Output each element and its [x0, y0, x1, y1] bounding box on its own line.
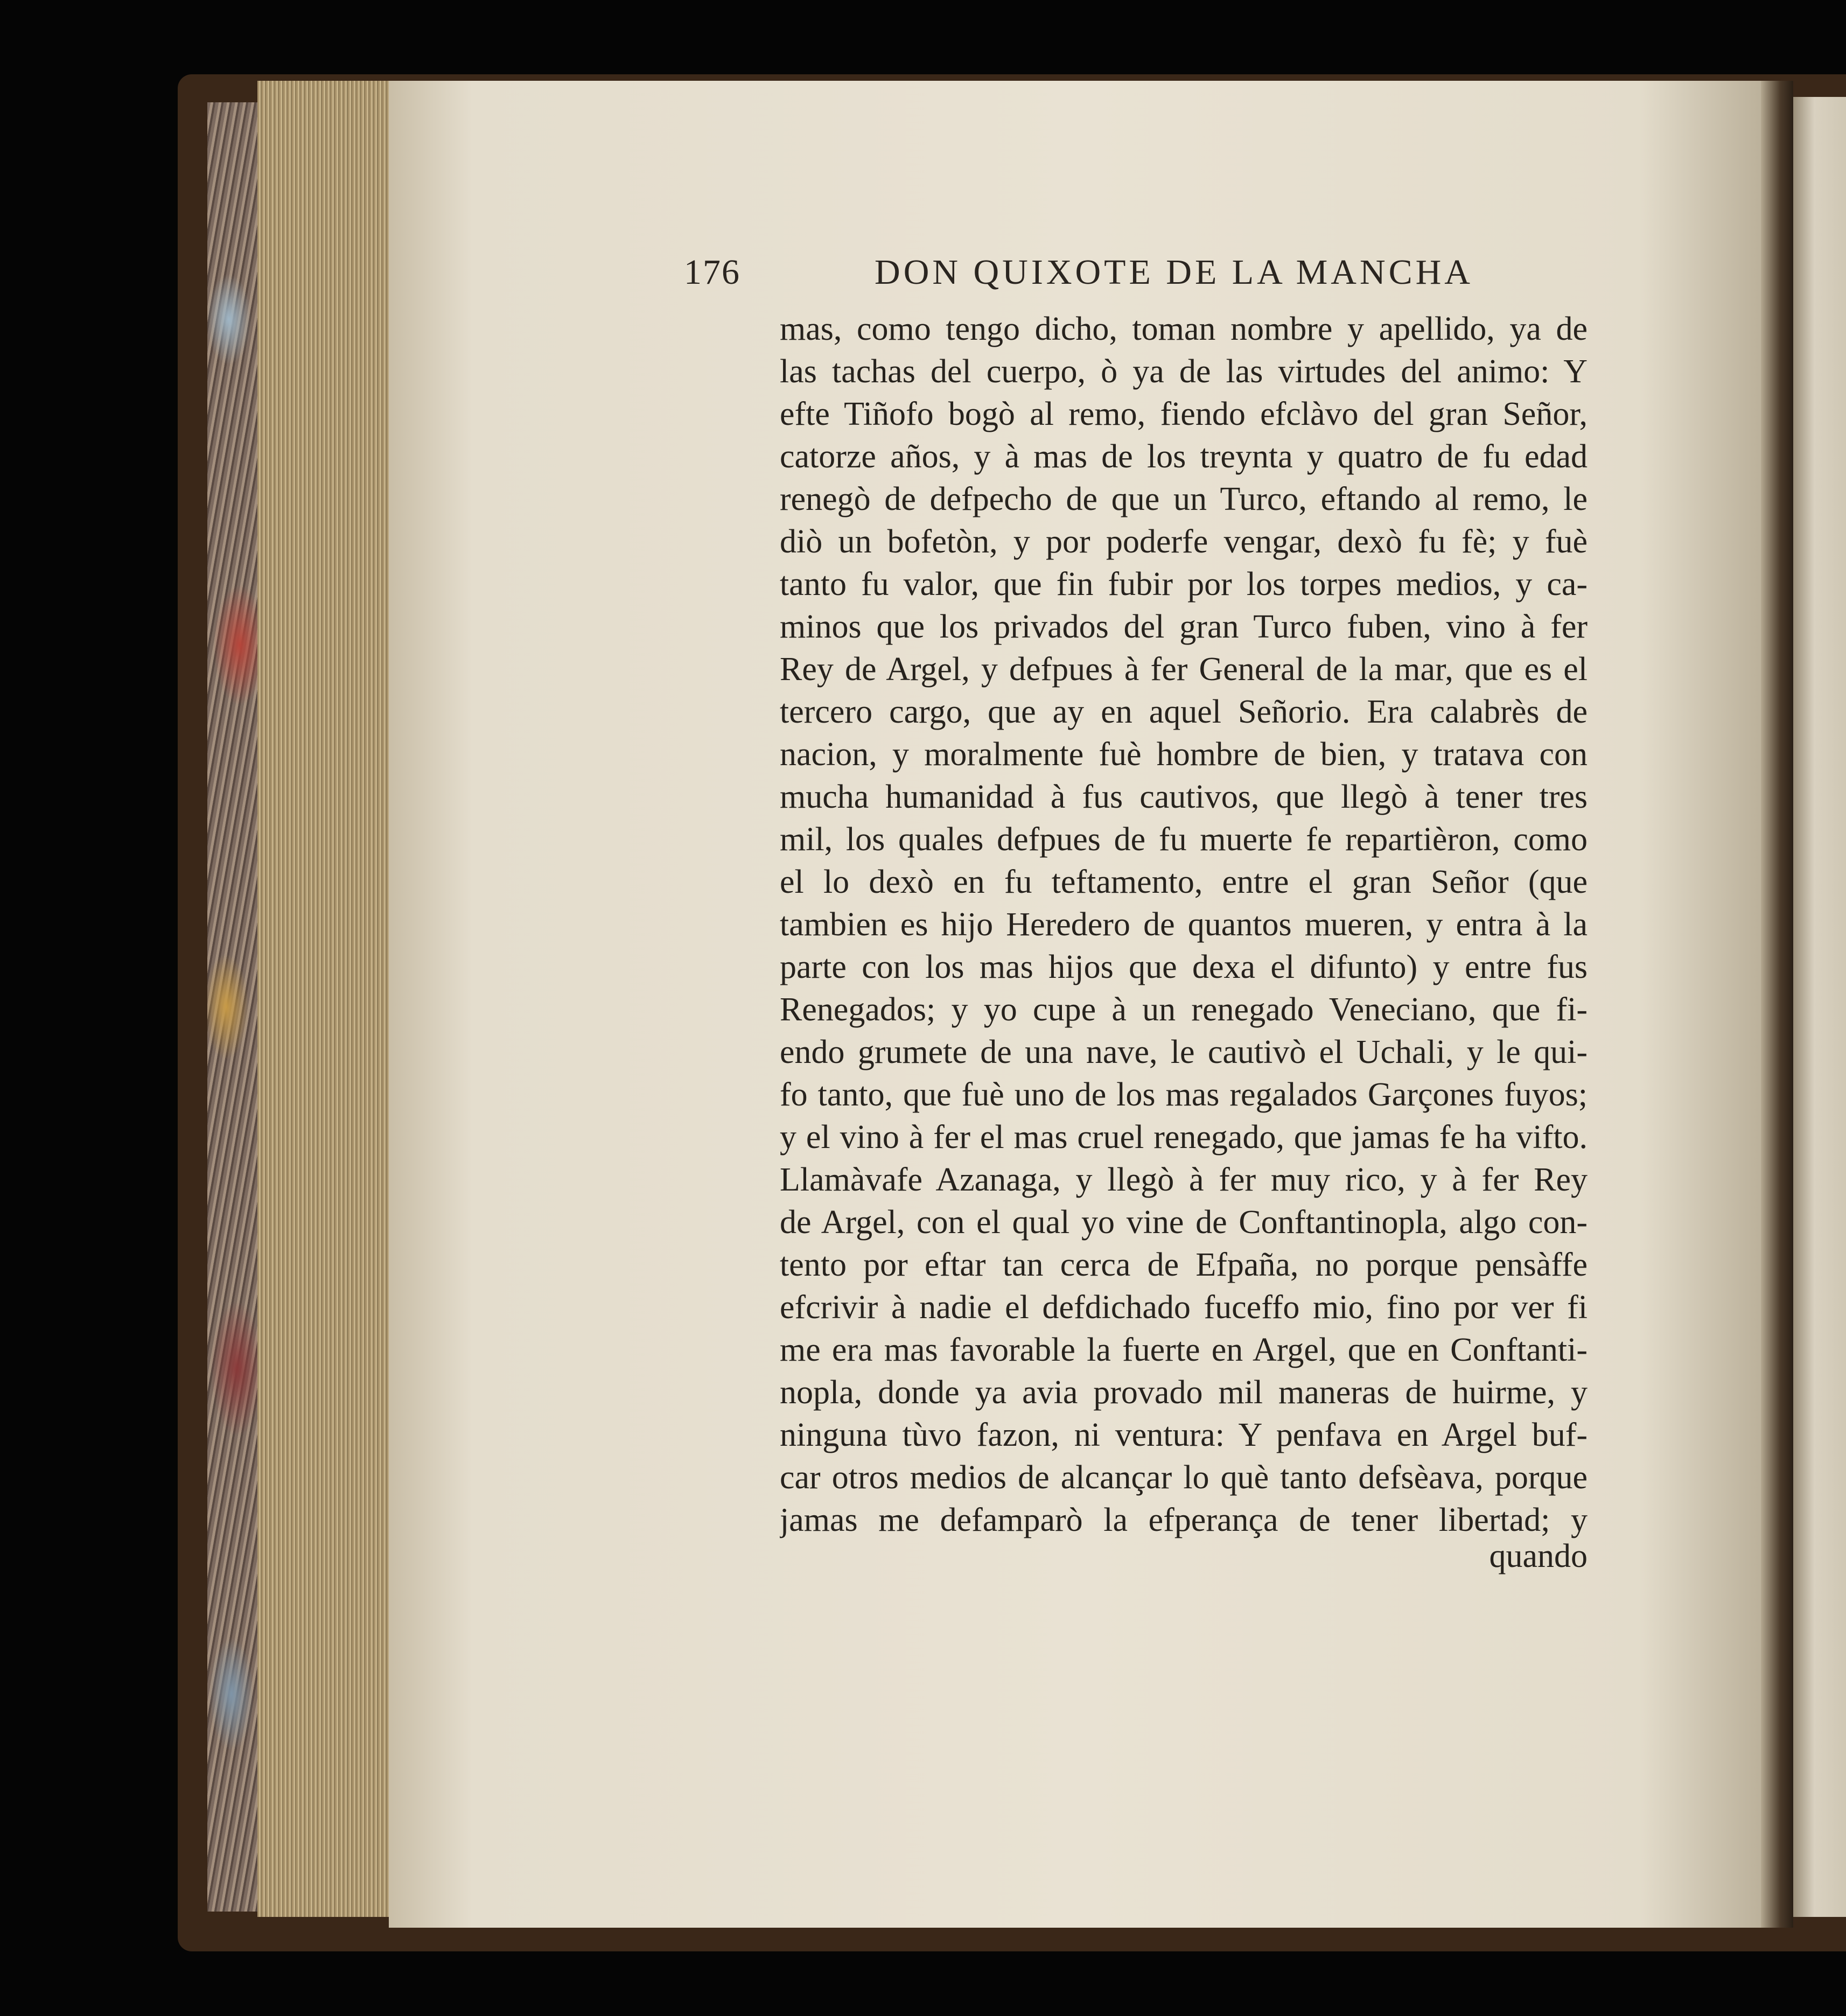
page-number: 176 [684, 253, 740, 292]
text-line: fo tanto, que fuè uno de los mas regalados Garçones fuyos; [780, 1076, 1588, 1113]
text-line: mil, los quales defpues de fu muerte fe repartièron, como [780, 821, 1588, 858]
text-line: mas, como tengo dicho, toman nombre y apellido, ya de [780, 311, 1588, 347]
catchword: quando [1489, 1538, 1588, 1574]
text-line: renegò de defpecho de que un Turco, eftando al remo, le [780, 481, 1588, 517]
page-edges [257, 81, 392, 1917]
marbled-edge [207, 102, 261, 1912]
text-line: tercero cargo, que ay en aquel Señorio. Era calabrès de [780, 694, 1588, 730]
text-line: nopla, donde ya avia provado mil maneras de huirme, y [780, 1374, 1588, 1411]
text-line: Rey de Argel, y defpues à fer General de la mar, que es el [780, 651, 1588, 688]
facing-page [1793, 97, 1846, 1917]
body-text [780, 308, 1588, 1542]
text-line: endo grumete de una nave, le cautivò el Uchali, y le qui- [780, 1034, 1588, 1070]
text-line: parte con los mas hijos que dexa el difunto) y entre fus [780, 949, 1588, 985]
text-line: tambien es hijo Heredero de quantos mueren, y entra à la [780, 906, 1588, 943]
text-line: me era mas favorable la fuerte en Argel, que en Conftanti- [780, 1332, 1588, 1368]
text-line: de Argel, con el qual yo vine de Conftantinopla, algo con- [780, 1204, 1588, 1241]
text-line: Renegados; y yo cupe à un renegado Veneciano, que fi- [780, 991, 1588, 1028]
text-line: nacion, y moralmente fuè hombre de bien, y tratava con [780, 736, 1588, 773]
text-line: car otros medios de alcançar lo què tanto defsèava, porque [780, 1459, 1588, 1496]
text-line: jamas me defamparò la efperança de tener libertad; y [780, 1502, 1588, 1538]
running-head: DON QUIXOTE DE LA MANCHA [875, 253, 1473, 292]
text-line: tento por eftar tan cerca de Efpaña, no porque pensàffe [780, 1247, 1588, 1283]
text-line: minos que los privados del gran Turco fuben, vino à fer [780, 608, 1588, 645]
text-line: y el vino à fer el mas cruel renegado, que jamas fe ha vifto. [780, 1119, 1588, 1156]
text-line: catorze años, y à mas de los treynta y quatro de fu edad [780, 438, 1588, 475]
text-line: el lo dexò en fu teftamento, entre el gran Señor (que [780, 864, 1588, 900]
text-line: diò un bofetòn, y por poderfe vengar, dexò fu fè; y fuè [780, 523, 1588, 560]
text-line: tanto fu valor, que fin fubir por los torpes medios, y ca- [780, 566, 1588, 603]
text-line: Llamàvafe Azanaga, y llegò à fer muy rico, y à fer Rey [780, 1161, 1588, 1198]
text-line: ninguna tùvo fazon, ni ventura: Y penfava en Argel buf- [780, 1417, 1588, 1453]
text-line: efcrivir à nadie el defdichado fuceffo mio, fino por ver fi [780, 1289, 1588, 1326]
text-line: mucha humanidad à fus cautivos, que llegò à tener tres [780, 779, 1588, 815]
gutter [1761, 81, 1793, 1928]
text-line: efte Tiñofo bogò al remo, fiendo efclàvo del gran Señor, [780, 396, 1588, 432]
text-line: las tachas del cuerpo, ò ya de las virtudes del animo: Y [780, 353, 1588, 390]
